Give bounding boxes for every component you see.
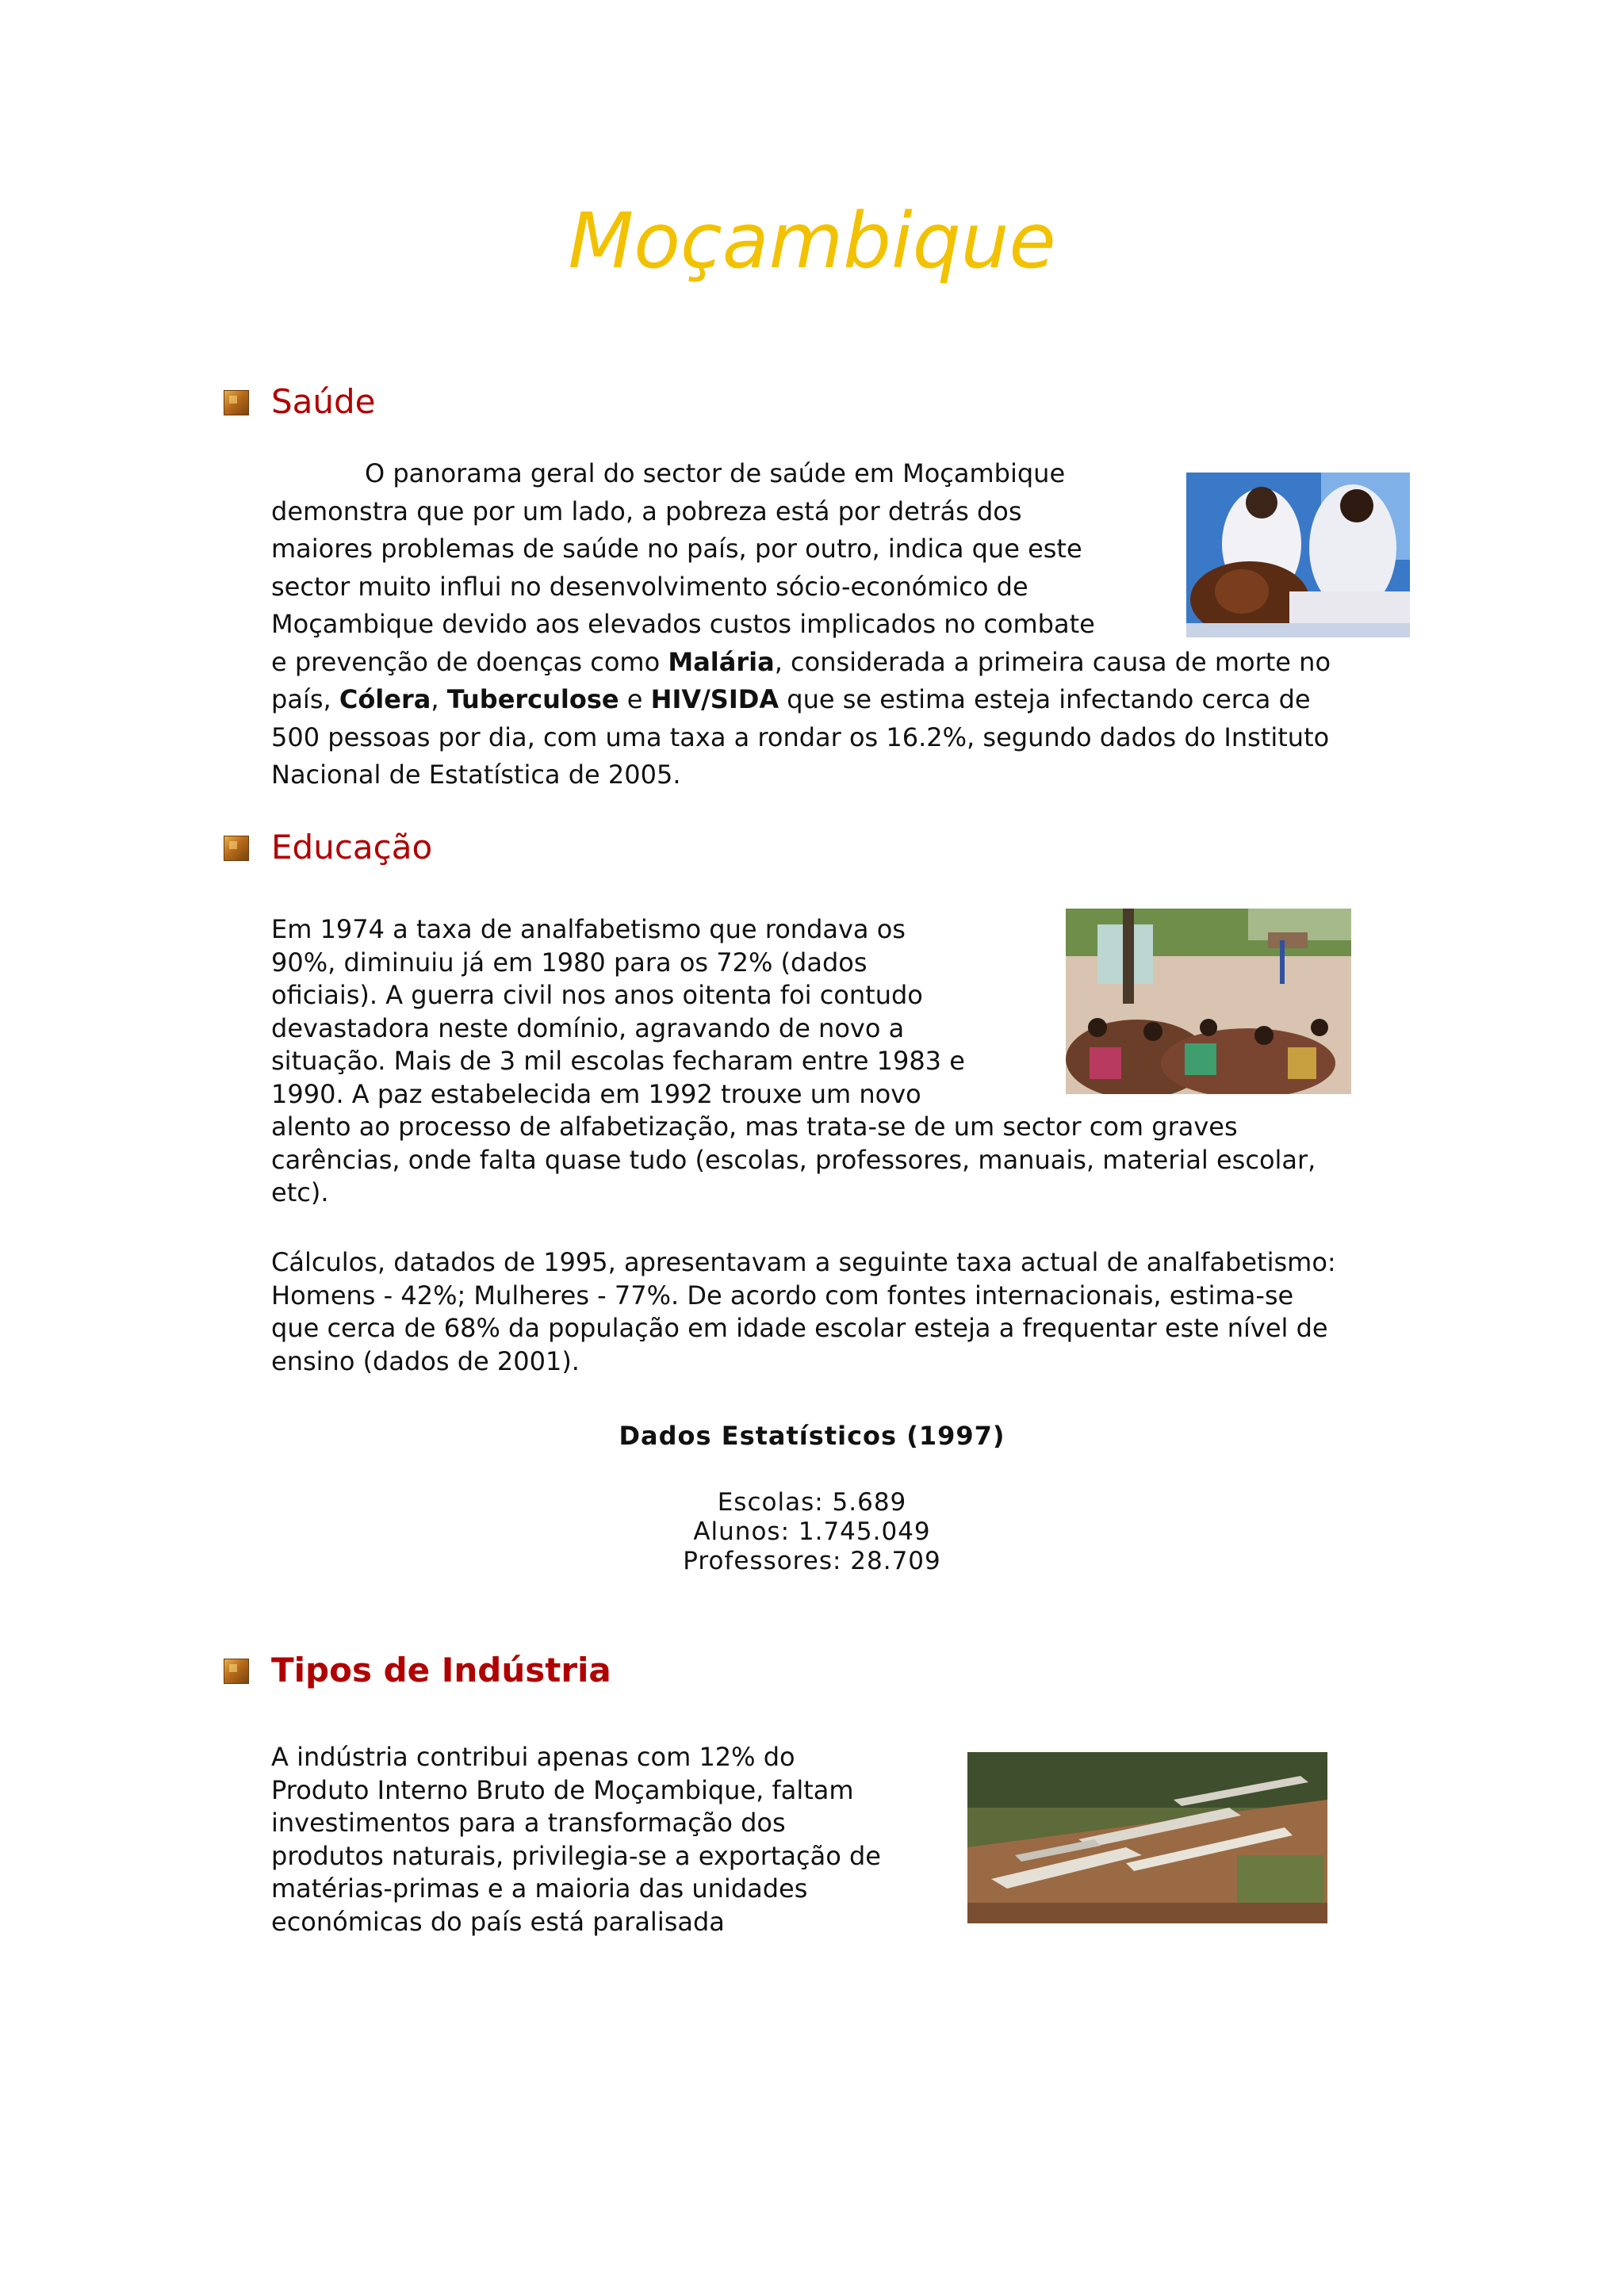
text-line: ensino (dados de 2001).: [271, 1345, 580, 1376]
stats-professores: Professores: 28.709: [683, 1547, 941, 1575]
text-line: matérias-primas e a maioria das unidades: [271, 1873, 808, 1904]
section-heading-saude: Saúde: [271, 382, 376, 421]
health-photo-icon: [1186, 473, 1410, 637]
text-line: sector muito influi no desenvolvimento sócio-económico de: [271, 571, 1028, 602]
section-heading-educacao: Educação: [271, 828, 433, 867]
text-line: Produto Interno Bruto de Moçambique, faltam: [271, 1774, 854, 1805]
text-line: demonstra que por um lado, a pobreza está por detrás dos: [271, 496, 1022, 526]
educacao-paragraph-2: [271, 1246, 1445, 1378]
text-line: e prevenção de doenças como Malária, considerada a primeira causa de morte no: [271, 646, 1331, 677]
aerial-factory-photo-icon: [967, 1752, 1327, 1923]
highlight-malaria: Malária: [668, 646, 775, 677]
text-line: oficiais). A guerra civil nos anos oitenta foi contudo: [271, 980, 923, 1010]
text-line: Cálculos, datados de 1995, apresentavam a seguinte taxa actual de analfabetismo:: [271, 1247, 1336, 1277]
section-bullet-icon: [224, 836, 249, 861]
text-line: carências, onde falta quase tudo (escolas, professores, manuais, material escolar,: [271, 1144, 1316, 1175]
text-line: Nacional de Estatística de 2005.: [271, 760, 681, 790]
text-line: que cerca de 68% da população em idade escolar esteja a frequentar este nível de: [271, 1313, 1328, 1343]
highlight-colera: Cólera: [339, 684, 431, 714]
classroom-photo-icon: [1066, 909, 1351, 1094]
text-line: situação. Mais de 3 mil escolas fecharam entre 1983 e: [271, 1046, 965, 1076]
text-line: Homens - 42%; Mulheres - 77%. De acordo com fontes internacionais, estima-se: [271, 1280, 1294, 1311]
section-heading-industria: Tipos de Indústria: [271, 1651, 611, 1689]
text-line: maiores problemas de saúde no país, por outro, indica que este: [271, 534, 1082, 564]
section-bullet-icon: [224, 390, 249, 415]
page-title: Moçambique: [568, 197, 1056, 285]
industria-paragraph: [271, 1741, 969, 1938]
text-line: Moçambique devido aos elevados custos implicados no combate: [271, 609, 1095, 639]
text-line: etc).: [271, 1177, 329, 1207]
text-line: país, Cólera, Tuberculose e HIV/SIDA que se estima esteja infectando cerca de: [271, 684, 1311, 714]
text-line: Em 1974 a taxa de analfabetismo que rondava os: [271, 914, 906, 944]
text-line: alento ao processo de alfabetização, mas trata-se de um sector com graves: [271, 1112, 1238, 1142]
text-line: A indústria contribui apenas com 12% do: [271, 1742, 795, 1772]
highlight-tuberculose: Tuberculose: [446, 684, 619, 714]
stats-title: Dados Estatísticos (1997): [619, 1421, 1005, 1451]
text-line: O panorama geral do sector de saúde em Moçambique: [365, 458, 1066, 488]
text-line: produtos naturais, privilegia-se a exportação de: [271, 1840, 881, 1871]
section-bullet-icon: [224, 1659, 249, 1684]
text-line: económicas do país está paralisada: [271, 1906, 725, 1937]
text-line: 1990. A paz estabelecida em 1992 trouxe um novo: [271, 1078, 921, 1109]
stats-alunos: Alunos: 1.745.049: [693, 1517, 931, 1546]
text-line: 500 pessoas por dia, com uma taxa a rondar os 16.2%, segundo dados do Instituto: [271, 721, 1330, 752]
text-line: 90%, diminuiu já em 1980 para os 72% (dados: [271, 947, 868, 978]
stats-escolas: Escolas: 5.689: [717, 1488, 907, 1517]
text-line: investimentos para a transformação dos: [271, 1808, 786, 1838]
text-line: devastadora neste domínio, agravando de novo a: [271, 1012, 905, 1043]
highlight-hiv-sida: HIV/SIDA: [650, 684, 779, 714]
